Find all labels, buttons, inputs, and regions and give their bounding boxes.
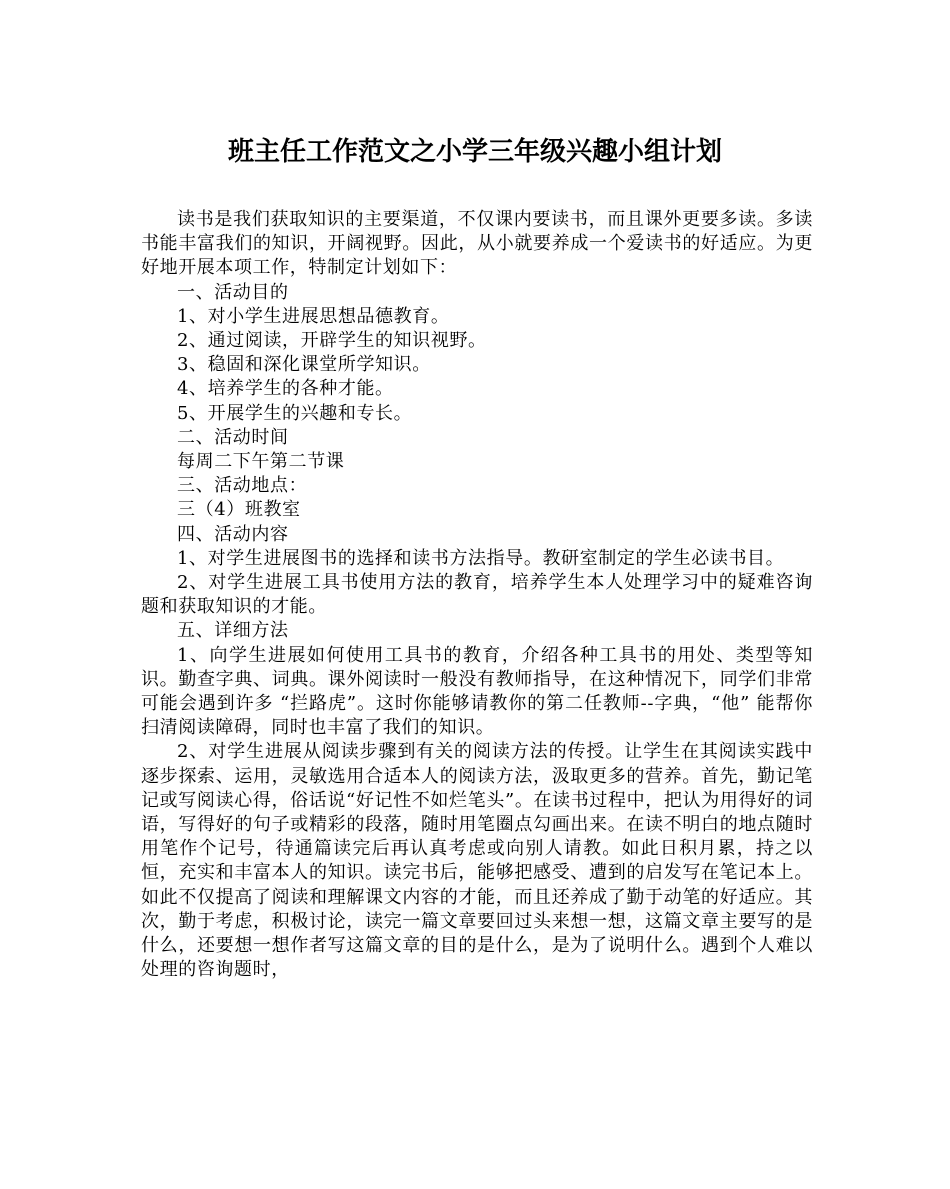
heading-activity-purpose: 一、活动目的 bbox=[177, 281, 289, 303]
list-item: 4、培养学生的各种才能。 bbox=[177, 378, 394, 400]
document-title: 班主任工作范文之小学三年级兴趣小组计划 bbox=[227, 137, 722, 167]
heading-activity-location: 三、活动地点： bbox=[177, 475, 308, 497]
list-item: 2、通过阅读，开辟学生的知识视野。 bbox=[177, 330, 487, 352]
list-item: 1、对小学生进展思想品德教育。 bbox=[177, 305, 450, 327]
list-item: 2、对学生进展工具书使用方法的教育，培养学生本人处理学习中的疑难咨询题和获取知识的才能。 bbox=[141, 572, 813, 618]
heading-detailed-methods: 五、详细方法 bbox=[177, 620, 289, 642]
paragraph-intro: 读书是我们获取知识的主要渠道，不仅课内要读书，而且课外更要多读。多读书能丰富我们的知识，开阔视野。因此，从小就要养成一个爱读书的好适应。为更好地开展本项工作，特制定计划如下： bbox=[141, 209, 813, 279]
activity-location-value: 三（4）班教室 bbox=[177, 499, 301, 521]
heading-activity-time: 二、活动时间 bbox=[177, 426, 289, 448]
list-item: 5、开展学生的兴趣和专长。 bbox=[177, 402, 413, 424]
list-item: 2、对学生进展从阅读步骤到有关的阅读方法的传授。让学生在其阅读实践中逐步探索、运用，灵敏选用合适本人的阅读方法，汲取更多的营养。首先，勤记笔记或写阅读心得，俗话说“好记性不如烂笔头”。在读书过程中，把认为用得好的词语，写得好的句子或精彩的段落，随时用笔圈点勾画出来。在读不明白的地点随时用笔作个记号，待通篇读完后再认真考虑或向别人请教。如此日积月累，持之以恒，充实和丰富本人的知识。读完书后，能够把感受、遭到的启发写在笔记本上。如此不仅提高了阅读和理解课文内容的才能，而且还养成了勤于动笔的好适应。其次，勤于考虑，积极讨论，读完一篇文章要回过头来想一想，这篇文章主要写的是什么，还要想一想作者写这篇文章的目的是什么，是为了说明什么。遇到个人难以处理的咨询题时， bbox=[141, 741, 813, 981]
list-item: 1、对学生进展图书的选择和读书方法指导。教研室制定的学生必读书目。 bbox=[177, 547, 785, 569]
document-body bbox=[141, 208, 813, 983]
activity-time-value: 每周二下午第二节课 bbox=[177, 451, 345, 473]
heading-activity-content: 四、活动内容 bbox=[177, 523, 289, 545]
list-item: 1、向学生进展如何使用工具书的教育，介绍各种工具书的用处、类型等知识。勤查字典、词典。课外阅读时一般没有教师指导，在这种情况下，同学们非常可能会遇到许多 “拦路虎”。这时你能够请教你的第二任教师--字典，“他” 能帮你扫清阅读障碍，同时也丰富了我们的知识。 bbox=[141, 644, 813, 739]
list-item: 3、稳固和深化课堂所学知识。 bbox=[177, 354, 431, 376]
